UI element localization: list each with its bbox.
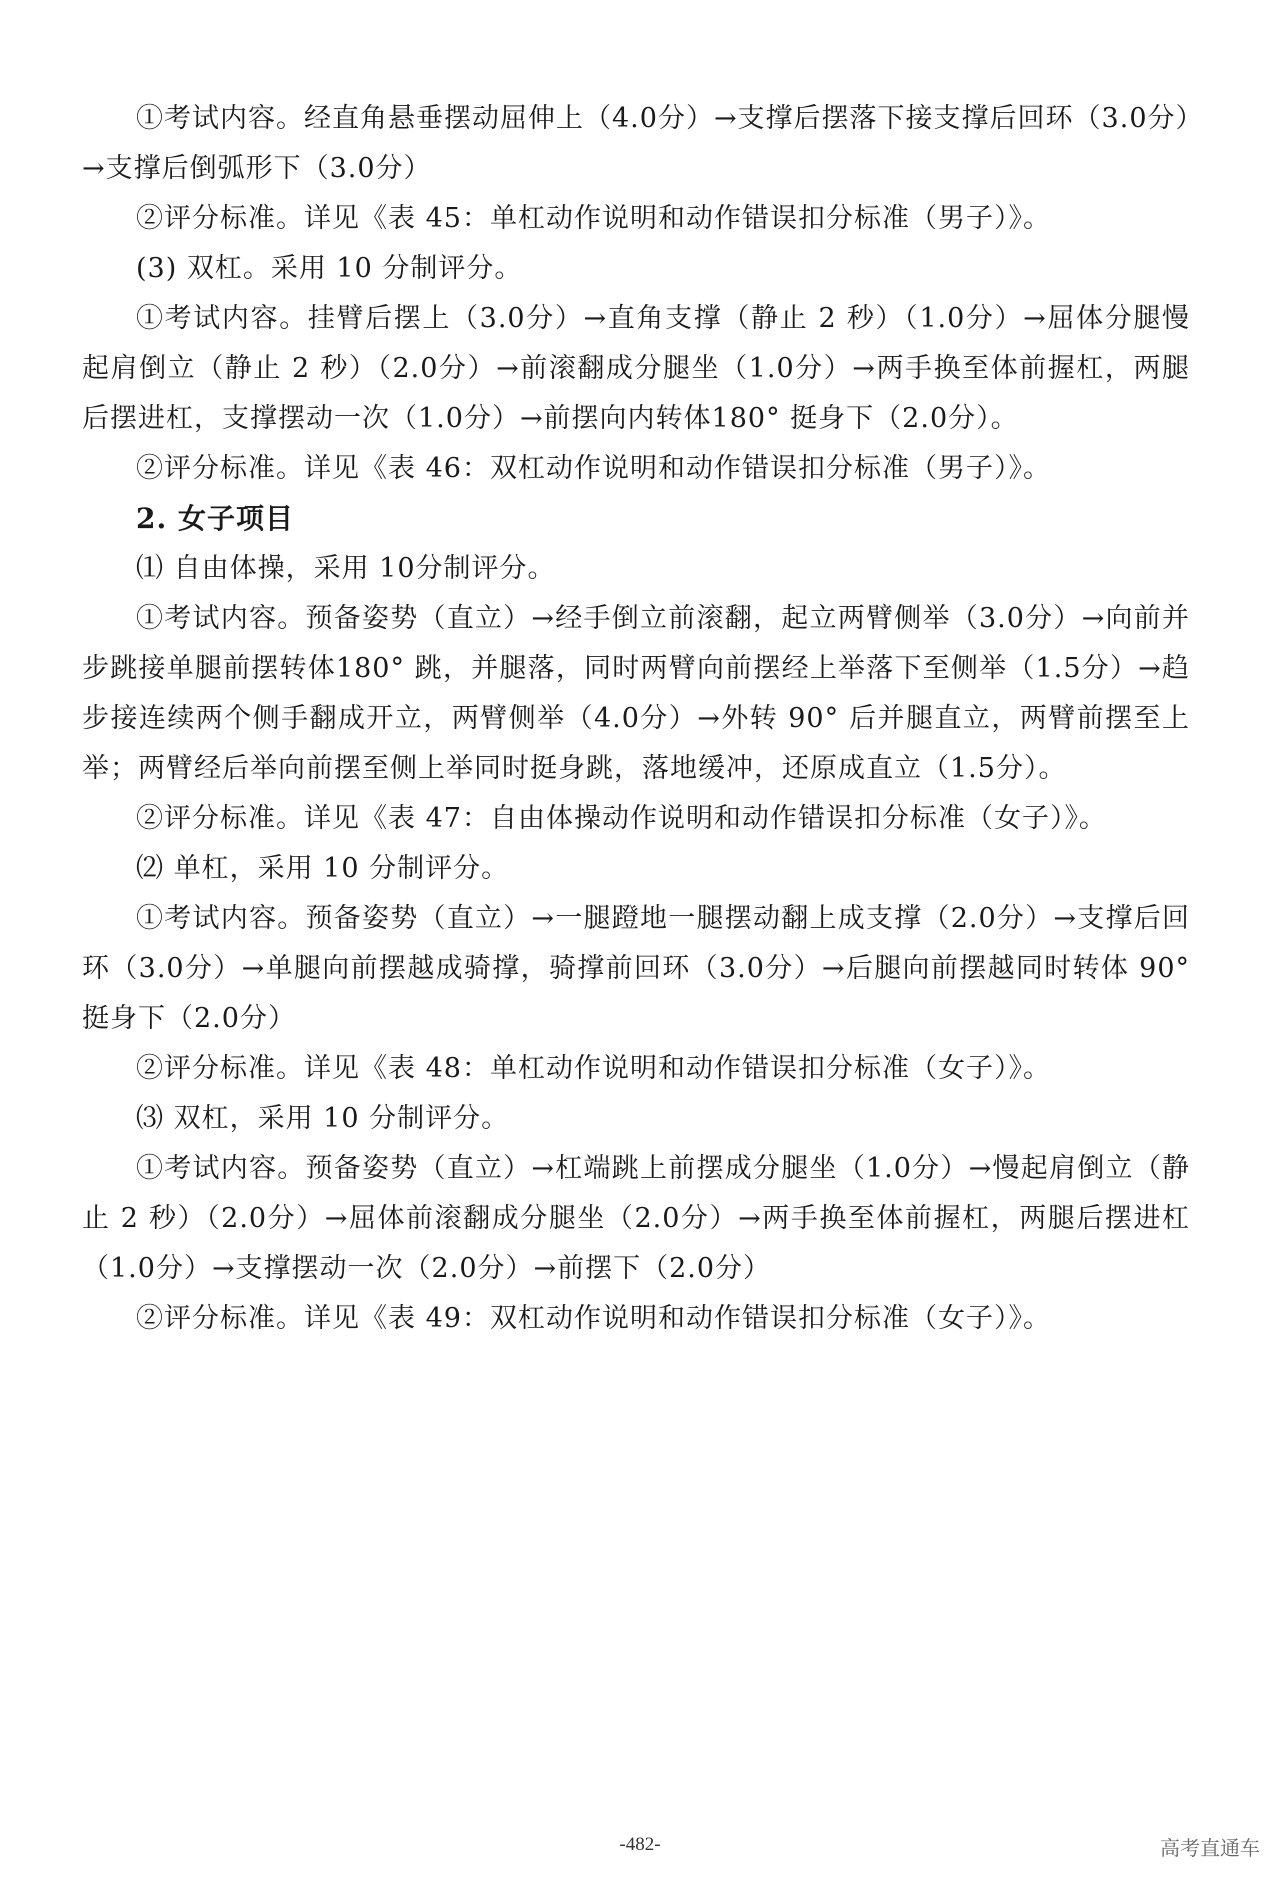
paragraph: ②评分标准。详见《表 45：单杠动作说明和动作错误扣分标准（男子）》。 <box>136 203 1051 234</box>
paragraph: ⑵ 单杠，采用 10 分制评分。 <box>136 853 510 884</box>
paragraph: (3) 双杠。采用 10 分制评分。 <box>136 253 523 284</box>
paragraph: ①考试内容。预备姿势（直立）→杠端跳上前摆成分腿坐（1.0分）→慢起肩倒立（静止 2 秒）（2.0分）→屈体前滚翻成分腿坐（2.0分）→两手换至体前握杠，两腿后摆进杠（1.0分）→支撑摆动一次（2.0分）→前摆下（2.0分） <box>82 1153 1190 1284</box>
section-heading: 2. 女子项目 <box>136 502 294 535</box>
paragraph: ②评分标准。详见《表 49：双杠动作说明和动作错误扣分标准（女子）》。 <box>136 1303 1051 1334</box>
paragraph: ①考试内容。预备姿势（直立）→经手倒立前滚翻，起立两臂侧举（3.0分）→向前并步跳接单腿前摆转体180° 跳，并腿落，同时两臂向前摆经上举落下至侧举（1.5分）→趋步接连续两个侧手翻成开立，两臂侧举（4.0分）→外转 90° 后并腿直立，两臂前摆至上举；两臂经后举向前摆至侧上举同时挺身跳，落地缓冲，还原成直立（1.5分）。 <box>82 603 1190 784</box>
paragraph: ②评分标准。详见《表 47：自由体操动作说明和动作错误扣分标准（女子）》。 <box>136 803 1107 834</box>
paragraph: ①考试内容。挂臂后摆上（3.0分）→直角支撑（静止 2 秒）（1.0分）→屈体分腿慢起肩倒立（静止 2 秒）（2.0分）→前滚翻成分腿坐（1.0分）→两手换至体前握杠，两腿后摆进杠，支撑摆动一次（1.0分）→前摆向内转体180° 挺身下（2.0分）。 <box>82 303 1190 434</box>
paragraph: ①考试内容。经直角悬垂摆动屈伸上（4.0分）→支撑后摆落下接支撑后回环（3.0分）→支撑后倒弧形下（3.0分） <box>82 103 1190 184</box>
paragraph: ①考试内容。预备姿势（直立）→一腿蹬地一腿摆动翻上成支撑（2.0分）→支撑后回环（3.0分）→单腿向前摆越成骑撑，骑撑前回环（3.0分）→后腿向前摆越同时转体 90° 挺身下（2.0分） <box>82 903 1190 1034</box>
page-number: -482- <box>619 1834 661 1855</box>
watermark-text: 高考直通车 <box>1160 1836 1260 1860</box>
paragraph: ②评分标准。详见《表 46：双杠动作说明和动作错误扣分标准（男子）》。 <box>136 453 1051 484</box>
paragraph: ⑴ 自由体操，采用 10分制评分。 <box>136 553 556 584</box>
paragraph: ⑶ 双杠，采用 10 分制评分。 <box>136 1103 510 1134</box>
paragraph: ②评分标准。详见《表 48：单杠动作说明和动作错误扣分标准（女子）》。 <box>136 1053 1051 1084</box>
document-body <box>82 94 1190 1344</box>
